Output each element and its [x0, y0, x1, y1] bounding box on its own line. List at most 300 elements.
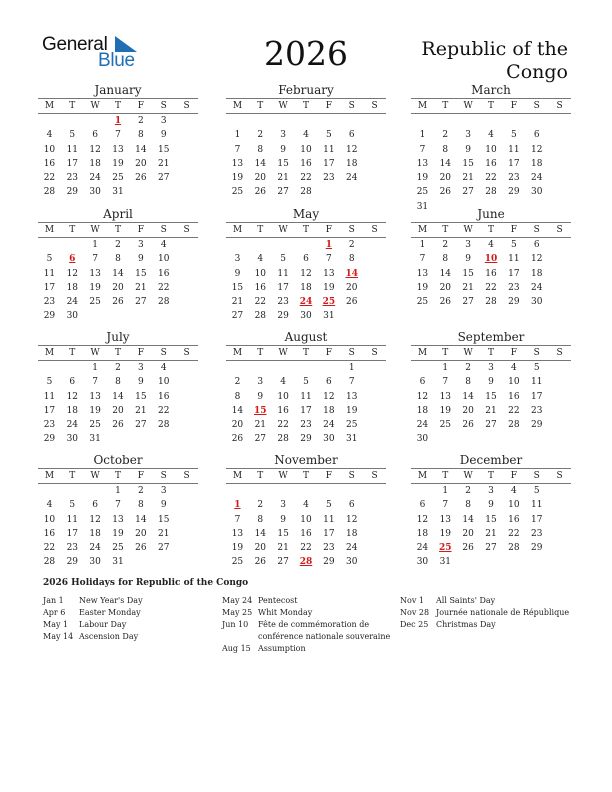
day-cell: 3: [234, 254, 241, 265]
day-cell: 13: [346, 391, 358, 402]
day-cell: 29: [66, 557, 79, 568]
day-cell: 25: [439, 420, 452, 431]
day-cell: 21: [277, 543, 289, 554]
day-cell: 23: [508, 282, 520, 293]
day-cell: 27: [462, 297, 474, 308]
day-cell: 5: [303, 377, 309, 388]
day-cell: 15: [277, 528, 289, 539]
day-cell: 12: [531, 144, 543, 155]
day-cell: 23: [43, 297, 56, 308]
weekday-label: T: [115, 471, 122, 481]
month-september: [411, 330, 571, 447]
day-cell: 5: [46, 254, 53, 265]
empty-day-cell: [317, 361, 340, 375]
day-cell: 15: [485, 391, 497, 402]
day-cell: 23: [531, 528, 543, 539]
day-cell: 10: [43, 144, 56, 155]
day-cell: 10: [508, 500, 520, 511]
day-cell: 24: [323, 420, 335, 431]
day-cell: 13: [323, 268, 335, 279]
day-cell: 6: [419, 500, 426, 511]
day-cell: 24: [416, 420, 429, 431]
day-cell: 5: [69, 500, 76, 511]
day-cell: 5: [326, 500, 332, 511]
day-cell: 23: [43, 420, 56, 431]
day-cell: 25: [112, 543, 124, 554]
empty-day-cell: [226, 114, 249, 128]
day-cell: 9: [280, 514, 287, 525]
day-cell: 31: [112, 557, 124, 568]
country-name: Republic of the Congo: [421, 38, 568, 83]
day-cell: 29: [43, 434, 56, 445]
day-cell: 3: [280, 130, 287, 141]
empty-day-cell: [249, 484, 272, 498]
day-cell: 13: [112, 514, 124, 525]
day-cell: 21: [485, 528, 497, 539]
day-cell: 6: [533, 240, 540, 250]
weekday-label: S: [160, 225, 167, 235]
day-grid: [411, 361, 571, 447]
day-cell: 24: [531, 173, 543, 184]
day-cell: 23: [277, 297, 289, 308]
weekday-label: S: [533, 101, 540, 111]
day-cell: 24: [346, 543, 358, 554]
day-cell: 10: [43, 514, 56, 525]
day-cell: 13: [416, 158, 429, 169]
day-cell: 28: [300, 187, 312, 198]
weekday-label: F: [325, 471, 332, 481]
day-cell: 2: [257, 500, 264, 511]
day-cell: 14: [135, 144, 147, 155]
holiday-day-cell: 25: [322, 297, 336, 308]
day-cell: 11: [323, 144, 335, 155]
weekday-label: W: [90, 348, 100, 358]
empty-day-cell: [272, 484, 295, 498]
day-cell: 12: [416, 514, 429, 525]
weekday-label: F: [510, 471, 517, 481]
day-cell: 9: [465, 254, 472, 265]
day-cell: 7: [115, 130, 121, 141]
day-cell: 3: [160, 486, 167, 496]
day-cell: 12: [66, 268, 79, 279]
day-cell: 5: [46, 377, 53, 388]
day-cell: 15: [462, 158, 474, 169]
day-cell: 29: [531, 420, 543, 431]
weekday-label: S: [556, 471, 563, 481]
day-cell: 16: [43, 528, 56, 539]
weekday-label: S: [533, 348, 540, 358]
weekday-label: T: [303, 225, 310, 235]
day-cell: 2: [465, 363, 472, 373]
weekday-header: [411, 98, 571, 114]
weekday-label: S: [348, 348, 355, 358]
day-cell: 9: [138, 377, 144, 388]
day-cell: 7: [419, 254, 426, 265]
day-cell: 11: [531, 500, 543, 511]
weekday-label: T: [257, 101, 264, 111]
day-cell: 31: [439, 557, 452, 568]
day-cell: 9: [488, 377, 494, 388]
holiday-item: [43, 619, 213, 631]
weekday-label: S: [556, 101, 563, 111]
day-cell: 11: [323, 514, 335, 525]
day-cell: 12: [346, 144, 358, 155]
day-cell: 7: [234, 514, 241, 525]
day-cell: 12: [531, 254, 543, 265]
day-cell: 16: [508, 514, 520, 525]
day-cell: 21: [135, 405, 147, 416]
day-cell: 27: [462, 187, 474, 198]
empty-day-cell: [317, 484, 340, 498]
day-cell: 15: [135, 268, 147, 279]
month-name: August: [284, 330, 328, 344]
holiday-name: Whit Monday: [258, 608, 313, 617]
day-cell: 5: [511, 130, 517, 141]
empty-day-cell: [249, 238, 272, 252]
month-november: [226, 453, 386, 570]
day-cell: 10: [485, 144, 497, 155]
weekday-label: T: [488, 225, 495, 235]
month-february: [226, 83, 386, 200]
day-cell: 7: [115, 500, 121, 511]
day-cell: 6: [92, 130, 99, 141]
day-cell: 6: [303, 254, 309, 265]
day-cell: 29: [323, 557, 335, 568]
weekday-label: T: [115, 101, 122, 111]
weekday-label: T: [69, 471, 76, 481]
day-cell: 22: [277, 420, 289, 431]
holiday-item: [400, 595, 580, 607]
day-cell: 13: [439, 514, 452, 525]
day-cell: 30: [89, 187, 101, 198]
day-cell: 10: [158, 377, 170, 388]
weekday-header: [226, 345, 386, 361]
holiday-day-cell: 6: [69, 254, 76, 265]
weekday-label: S: [533, 225, 540, 235]
holiday-name: New Year's Day: [79, 596, 143, 605]
day-cell: 11: [531, 377, 543, 388]
day-cell: 14: [462, 391, 474, 402]
weekday-label: M: [44, 471, 55, 481]
day-cell: 23: [531, 405, 543, 416]
day-cell: 5: [533, 363, 540, 373]
holiday-day-cell: 1: [325, 240, 332, 250]
day-cell: 4: [257, 254, 264, 265]
day-cell: 27: [158, 543, 170, 554]
weekday-header: [411, 468, 571, 484]
day-cell: 8: [257, 144, 264, 155]
day-cell: 21: [254, 420, 267, 431]
weekday-header: [226, 98, 386, 114]
holiday-item: [43, 595, 213, 607]
weekday-label: S: [183, 225, 190, 235]
weekday-label: F: [137, 471, 144, 481]
day-cell: 9: [280, 144, 287, 155]
day-cell: 22: [485, 282, 497, 293]
day-cell: 20: [112, 405, 124, 416]
day-cell: 26: [439, 297, 452, 308]
weekday-label: S: [183, 348, 190, 358]
month-october: [38, 453, 198, 570]
weekday-label: W: [90, 471, 100, 481]
holiday-item: [222, 607, 392, 619]
month-name: September: [457, 330, 525, 344]
weekday-label: F: [325, 225, 332, 235]
day-cell: 15: [158, 144, 170, 155]
weekday-label: T: [442, 471, 449, 481]
empty-day-cell: [295, 238, 318, 252]
day-cell: 22: [158, 282, 170, 293]
day-cell: 3: [160, 116, 167, 126]
day-cell: 20: [439, 282, 452, 293]
month-name: December: [459, 453, 523, 467]
day-cell: 21: [135, 282, 147, 293]
holiday-item: [222, 643, 392, 655]
day-cell: 22: [508, 405, 520, 416]
day-cell: 17: [66, 158, 79, 169]
holiday-name: Fête de commémoration de conférence nationale souveraine: [258, 620, 391, 641]
holiday-item: [43, 607, 213, 619]
day-cell: 14: [231, 405, 244, 416]
weekday-label: M: [232, 471, 243, 481]
holiday-date: Jun 10: [222, 620, 249, 629]
day-cell: 28: [43, 557, 56, 568]
day-cell: 4: [511, 486, 517, 496]
day-cell: 24: [346, 173, 358, 184]
day-cell: 11: [300, 391, 312, 402]
holiday-day-cell: 25: [439, 543, 452, 554]
holiday-date: Apr 6: [43, 608, 66, 617]
day-cell: 15: [158, 514, 170, 525]
empty-day-cell: [272, 238, 295, 252]
day-cell: 2: [442, 240, 449, 250]
day-grid: [38, 238, 198, 324]
day-cell: 27: [135, 420, 147, 431]
day-cell: 28: [158, 420, 170, 431]
day-cell: 10: [508, 377, 520, 388]
day-cell: 1: [442, 363, 449, 373]
day-grid: [411, 238, 571, 309]
weekday-label: S: [371, 471, 378, 481]
holiday-item: [400, 607, 580, 619]
day-cell: 2: [465, 486, 472, 496]
day-cell: 16: [300, 158, 312, 169]
weekday-label: T: [69, 101, 76, 111]
empty-day-cell: [411, 114, 434, 128]
day-cell: 21: [485, 405, 497, 416]
day-cell: 29: [277, 311, 289, 322]
day-cell: 18: [323, 405, 335, 416]
day-grid: [411, 484, 571, 570]
day-cell: 13: [439, 391, 452, 402]
day-cell: 9: [488, 500, 494, 511]
day-cell: 6: [326, 377, 332, 388]
day-cell: 8: [234, 391, 241, 402]
day-cell: 22: [43, 173, 56, 184]
day-cell: 30: [531, 297, 543, 308]
day-cell: 27: [254, 434, 267, 445]
day-cell: 14: [439, 268, 452, 279]
day-cell: 3: [138, 363, 144, 373]
day-cell: 19: [439, 405, 452, 416]
holiday-date: Aug 15: [222, 644, 251, 653]
weekday-label: T: [115, 225, 122, 235]
weekday-label: F: [137, 348, 144, 358]
day-cell: 30: [531, 187, 543, 198]
holiday-day-cell: 14: [345, 268, 358, 279]
day-cell: 30: [346, 557, 358, 568]
day-cell: 4: [46, 130, 53, 141]
day-cell: 16: [300, 528, 312, 539]
day-cell: 17: [323, 528, 335, 539]
empty-day-cell: [226, 361, 249, 375]
day-cell: 4: [160, 240, 167, 250]
day-cell: 17: [300, 405, 312, 416]
day-cell: 13: [231, 158, 244, 169]
weekday-label: S: [533, 471, 540, 481]
day-cell: 25: [231, 187, 244, 198]
day-cell: 1: [348, 363, 355, 373]
holiday-date: Nov 1: [400, 596, 424, 605]
day-cell: 16: [485, 158, 497, 169]
day-cell: 3: [138, 240, 144, 250]
day-cell: 7: [92, 254, 99, 265]
weekday-label: S: [160, 471, 167, 481]
weekday-header: [38, 468, 198, 484]
day-cell: 10: [300, 514, 312, 525]
weekday-label: W: [278, 348, 288, 358]
day-cell: 22: [43, 543, 56, 554]
empty-day-cell: [480, 114, 503, 128]
weekday-label: T: [442, 225, 449, 235]
day-cell: 1: [115, 486, 121, 496]
holiday-date: May 1: [43, 620, 69, 629]
weekday-label: M: [44, 101, 55, 111]
weekday-label: W: [463, 225, 473, 235]
day-grid: [38, 361, 198, 447]
day-cell: 31: [112, 187, 124, 198]
day-cell: 28: [158, 297, 170, 308]
day-cell: 13: [89, 391, 101, 402]
day-grid: [38, 114, 198, 200]
weekday-label: W: [463, 471, 473, 481]
day-cell: 15: [462, 268, 474, 279]
day-cell: 15: [277, 158, 289, 169]
day-grid: [226, 114, 386, 200]
day-cell: 7: [234, 144, 241, 155]
day-cell: 23: [323, 543, 335, 554]
day-cell: 26: [439, 187, 452, 198]
empty-day-cell: [434, 114, 457, 128]
day-cell: 17: [43, 282, 56, 293]
month-june: [411, 207, 571, 309]
month-august: [226, 330, 386, 447]
day-cell: 20: [254, 173, 267, 184]
day-cell: 1: [419, 130, 426, 141]
empty-day-cell: [340, 114, 363, 128]
day-cell: 16: [158, 391, 170, 402]
holiday-date: May 24: [222, 596, 253, 605]
holiday-day-cell: 28: [299, 557, 313, 568]
holiday-name: Labour Day: [79, 620, 127, 629]
day-cell: 7: [442, 500, 449, 511]
day-cell: 8: [465, 377, 472, 388]
day-cell: 24: [66, 297, 79, 308]
day-cell: 21: [231, 297, 244, 308]
day-cell: 26: [112, 297, 124, 308]
day-cell: 3: [257, 377, 264, 388]
holiday-name: Christmas Day: [436, 620, 496, 629]
day-cell: 7: [419, 144, 426, 155]
weekday-label: S: [556, 348, 563, 358]
empty-day-cell: [226, 484, 249, 498]
day-cell: 26: [254, 187, 267, 198]
month-may: [226, 207, 386, 324]
day-cell: 15: [231, 282, 244, 293]
day-cell: 19: [439, 528, 452, 539]
day-grid: [411, 114, 571, 214]
holiday-column-3: [400, 595, 580, 631]
day-cell: 23: [66, 173, 79, 184]
holiday-name: Journée nationale de République: [436, 608, 570, 617]
day-cell: 25: [89, 297, 101, 308]
day-cell: 14: [254, 528, 267, 539]
day-cell: 14: [112, 268, 124, 279]
day-cell: 17: [43, 405, 56, 416]
day-cell: 24: [531, 282, 543, 293]
day-cell: 11: [66, 514, 79, 525]
day-cell: 8: [442, 254, 449, 265]
day-cell: 17: [66, 528, 79, 539]
weekday-header: [38, 222, 198, 238]
weekday-label: W: [278, 225, 288, 235]
weekday-label: W: [463, 101, 473, 111]
day-cell: 26: [462, 543, 474, 554]
holiday-date: Jan 1: [43, 596, 64, 605]
day-cell: 19: [416, 282, 429, 293]
holiday-day-cell: 1: [114, 116, 122, 126]
day-grid: [226, 238, 386, 324]
day-cell: 13: [416, 268, 429, 279]
day-cell: 7: [348, 377, 355, 388]
day-cell: 26: [112, 420, 124, 431]
weekday-label: T: [257, 348, 264, 358]
month-name: May: [292, 207, 320, 221]
day-cell: 6: [419, 377, 426, 388]
day-grid: [38, 484, 198, 570]
empty-day-cell: [295, 361, 318, 375]
day-cell: 2: [138, 116, 144, 126]
day-cell: 11: [43, 268, 56, 279]
day-cell: 22: [300, 543, 312, 554]
day-cell: 16: [508, 391, 520, 402]
holiday-day-cell: 24: [299, 297, 313, 308]
weekday-label: S: [348, 225, 355, 235]
day-cell: 2: [348, 240, 355, 250]
day-cell: 18: [416, 528, 429, 539]
month-name: June: [477, 207, 505, 221]
weekday-label: F: [137, 101, 144, 111]
day-cell: 15: [485, 514, 497, 525]
empty-day-cell: [84, 484, 107, 498]
holiday-item: [222, 619, 392, 643]
weekday-label: S: [160, 101, 167, 111]
weekday-label: W: [463, 348, 473, 358]
day-cell: 30: [416, 557, 429, 568]
day-cell: 18: [346, 158, 358, 169]
day-cell: 5: [69, 130, 76, 141]
day-cell: 28: [508, 420, 520, 431]
